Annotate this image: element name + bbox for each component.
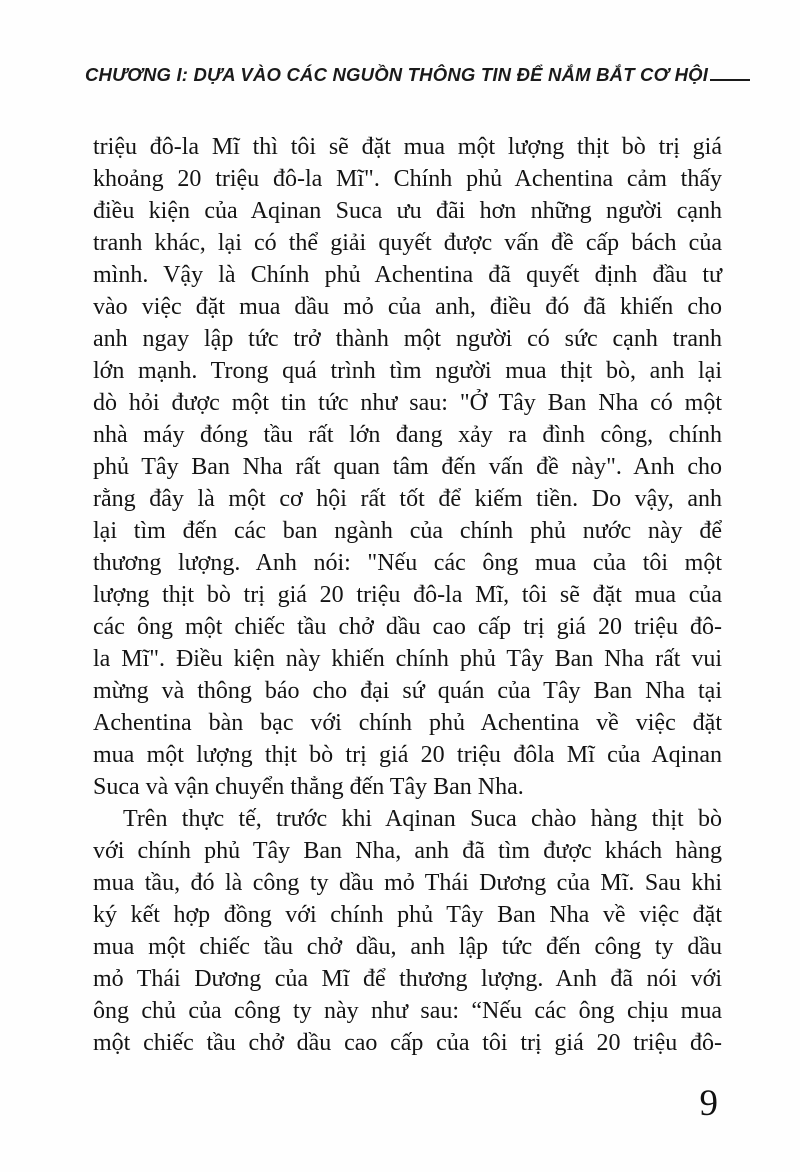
paragraph [93, 803, 722, 1059]
chapter-header [85, 64, 709, 86]
text-line: la Mĩ". Điều kiện này khiến chính phủ Tây Ban Nha rất vui [93, 646, 722, 672]
text-line: phủ Tây Ban Nha rất quan tâm đến vấn đề này". Anh cho [93, 454, 722, 480]
text-line: anh ngay lập tức trở thành một người có sức cạnh tranh [93, 326, 722, 352]
text-line: thương lượng. Anh nói: "Nếu các ông mua của tôi một [93, 550, 722, 576]
text-line: lượng thịt bò trị giá 20 triệu đô-la Mĩ, tôi sẽ đặt mua của [93, 582, 722, 608]
text-line: các ông một chiếc tầu chở dầu cao cấp trị giá 20 triệu đô- [93, 614, 722, 640]
text-line: mừng và thông báo cho đại sứ quán của Tây Ban Nha tại [93, 678, 722, 704]
text-line: vào việc đặt mua dầu mỏ của anh, điều đó đã khiến cho [93, 294, 722, 320]
text-line: ký kết hợp đồng với chính phủ Tây Ban Nha về việc đặt [93, 902, 722, 928]
header-rule [710, 79, 750, 81]
text-line: tranh khác, lại có thể giải quyết được vấn đề cấp bách của [93, 230, 722, 256]
text-line: khoảng 20 triệu đô-la Mĩ". Chính phủ Achentina cảm thấy [93, 166, 722, 192]
text-line: điều kiện của Aqinan Suca ưu đãi hơn những người cạnh [93, 198, 722, 224]
text-line: mình. Vậy là Chính phủ Achentina đã quyết định đầu tư [93, 262, 722, 288]
text-line: một chiếc tầu chở dầu cao cấp của tôi trị giá 20 triệu đô- [93, 1030, 722, 1056]
body-text [93, 131, 722, 1059]
text-line: mỏ Thái Dương của Mĩ để thương lượng. Anh đã nói với [93, 966, 722, 992]
text-line: dò hỏi được một tin tức như sau: "Ở Tây Ban Nha có một [93, 390, 722, 416]
page-number: 9 [699, 1083, 718, 1124]
text-line: Suca và vận chuyển thẳng đến Tây Ban Nha. [93, 774, 524, 800]
text-line: triệu đô-la Mĩ thì tôi sẽ đặt mua một lượng thịt bò trị giá [93, 134, 722, 160]
text-line: với chính phủ Tây Ban Nha, anh đã tìm được khách hàng [93, 838, 722, 864]
text-line: mua một lượng thịt bò trị giá 20 triệu đôla Mĩ của Aqinan [93, 742, 722, 768]
text-line: Trên thực tế, trước khi Aqinan Suca chào hàng thịt bò [123, 806, 722, 832]
text-line: mua một chiếc tầu chở dầu, anh lập tức đến công ty dầu [93, 934, 722, 960]
text-line: ông chủ của công ty này như sau: “Nếu các ông chịu mua [93, 998, 722, 1024]
text-line: lớn mạnh. Trong quá trình tìm người mua thịt bò, anh lại [93, 358, 722, 384]
text-line: lại tìm đến các ban ngành của chính phủ nước này để [93, 518, 722, 544]
text-line: nhà máy đóng tầu rất lớn đang xảy ra đình công, chính [93, 422, 722, 448]
text-line: mua tầu, đó là công ty dầu mỏ Thái Dương của Mĩ. Sau khi [93, 870, 722, 896]
text-line: Achentina bàn bạc với chính phủ Achentina về việc đặt [93, 710, 722, 736]
chapter-header-text: CHƯƠNG I: DỰA VÀO CÁC NGUỒN THÔNG TIN ĐỂ NẮM BẮT CƠ HỘI [85, 64, 709, 85]
text-line: rằng đây là một cơ hội rất tốt để kiếm tiền. Do vậy, anh [93, 486, 722, 512]
paragraph [93, 131, 722, 803]
